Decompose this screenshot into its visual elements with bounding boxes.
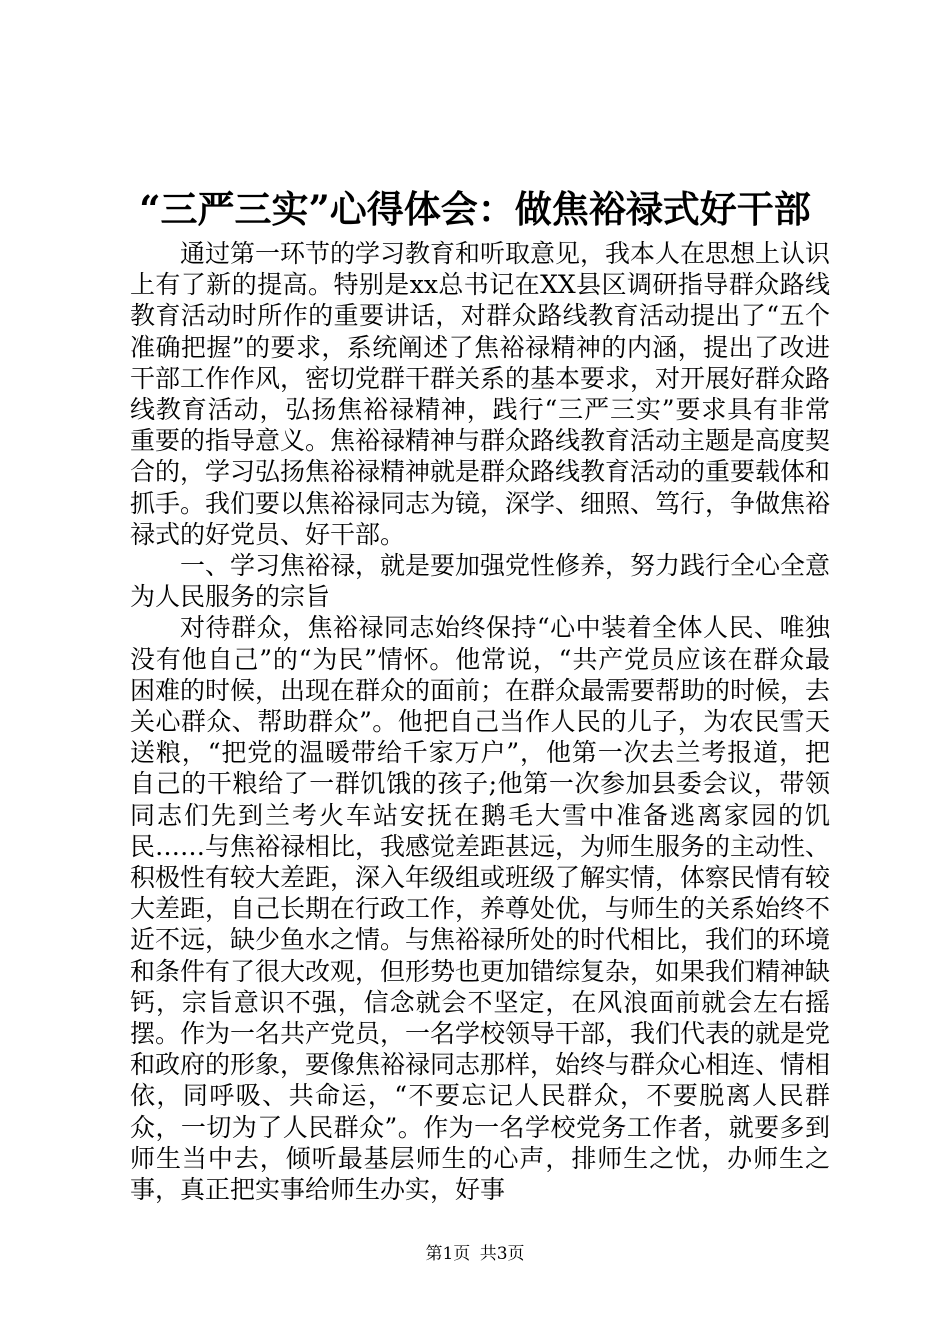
page-number: 第1页 [425, 1244, 471, 1264]
paragraph-intro: 通过第一环节的学习教育和听取意见，我本人在思想上认识上有了新的提高。特别是xx总书记在XX县区调研指导群众路线教育活动时所作的重要讲话，对群众路线教育活动提出了“五个准确把握”的要求，系统阐述了焦裕禄精神的内涵，提出了改进干部工作作风，密切党群干群关系的基本要求，对开展好群众路线教育活动，弘扬焦裕禄精神，践行“三严三实”要求具有非常重要的指导意义。焦裕禄精神与群众路线教育活动主题是高度契合的，学习弘扬焦裕禄精神就是群众路线教育活动的重要载体和抓手。我们要以焦裕禄同志为镜，深学、细照、笃行，争做焦裕禄式的好党员、好干部。 [130, 239, 831, 549]
page-footer [0, 1243, 950, 1265]
paragraph-section-body: 对待群众，焦裕禄同志始终保持“心中装着全体人民、唯独没有他自己”的“为民”情怀。他常说，“共产党员应该在群众最困难的时候，出现在群众的面前；在群众最需要帮助的时候，去关心群众、帮助群众”。他把自己当作人民的儿子，为农民雪天送粮，“把党的温暖带给千家万户”，他第一次去兰考报道，把自己的干粮给了一群饥饿的孩子;他第一次参加县委会议，带领同志们先到兰考火车站安抚在鹅毛大雪中准备逃离家园的饥民……与焦裕禄相比，我感觉差距甚远，为师生服务的主动性、积极性有较大差距，深入年级组或班级了解实情，体察民情有较大差距，自己长期在行政工作，养尊处优，与师生的关系始终不近不远，缺少鱼水之情。与焦裕禄所处的时代相比，我们的环境和条件有了很大改观，但形势也更加错综复杂，如果我们精神缺钙，宗旨意识不强，信念就会不坚定，在风浪面前就会左右摇摆。作为一名共产党员，一名学校领导干部，我们代表的就是党和政府的形象，要像焦裕禄同志那样，始终与群众心相连、情相依，同呼吸、共命运，“不要忘记人民群众，不要脱离人民群众，一切为了人民群众”。作为一名学校党务工作者，就要多到师生当中去，倾听最基层师生的心声，排师生之忧，办师生之事，真正把实事给师生办实，好事 [130, 613, 831, 1205]
page-total: 共3页 [479, 1244, 525, 1264]
document-title: “三严三实”心得体会：做焦裕禄式好干部 [139, 187, 811, 231]
document-body [130, 238, 830, 1205]
paragraph-section-heading: 一、学习焦裕禄，就是要加强党性修养，努力践行全心全意为人民服务的宗旨 [130, 551, 831, 612]
